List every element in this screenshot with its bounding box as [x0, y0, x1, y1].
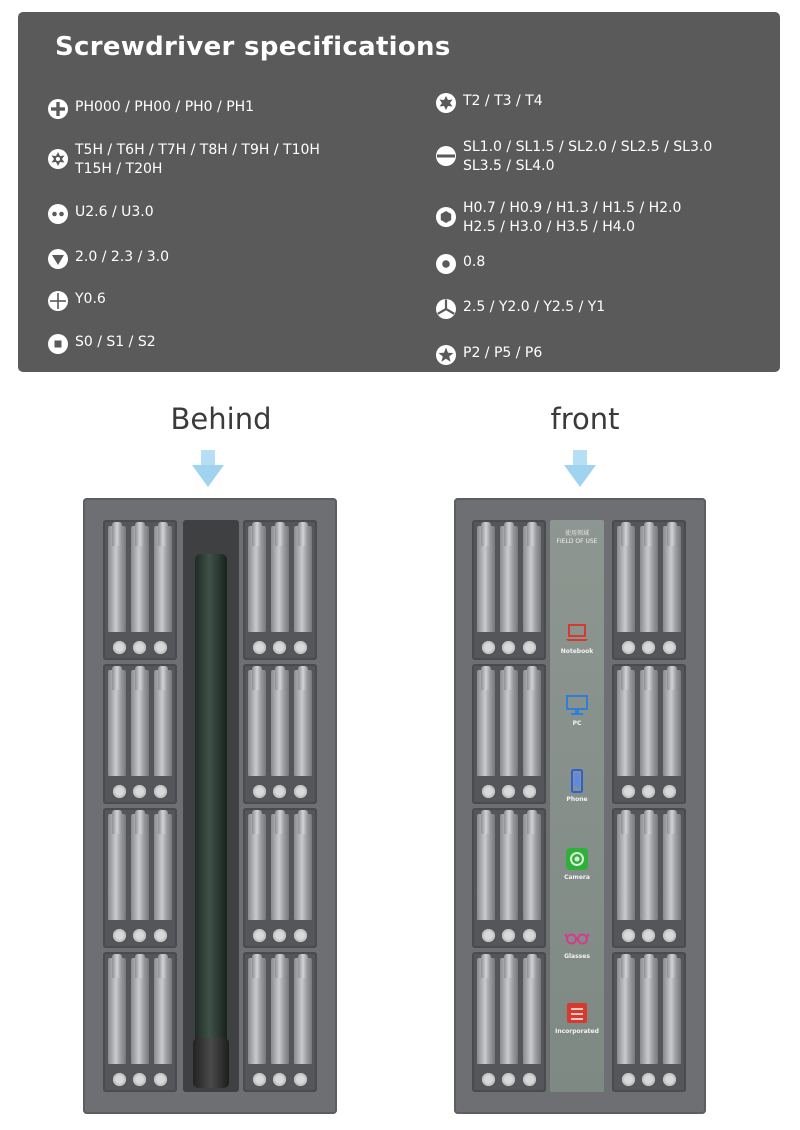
usage-item-notebook	[550, 620, 604, 655]
spec-title: Screwdriver specifications	[55, 32, 451, 62]
glasses-icon	[564, 925, 590, 951]
notebook-icon	[564, 620, 590, 646]
usage-item-camera	[550, 846, 604, 881]
down-arrow-icon	[563, 450, 597, 488]
hex-icon	[435, 206, 457, 228]
screwdriver-handle	[195, 554, 227, 1054]
slotted-icon	[435, 145, 457, 167]
spec-text-line: U2.6 / U3.0	[75, 204, 154, 220]
usage-label: Glasses	[564, 953, 590, 960]
spec-text-line: P2 / P5 / P6	[463, 345, 543, 361]
pc-icon	[564, 692, 590, 718]
usage-label: PC	[572, 720, 582, 727]
spec-text-line: H0.7 / H0.9 / H1.3 / H1.5 / H2.0	[463, 200, 682, 216]
bit-compartment	[243, 952, 317, 1092]
pin-icon	[435, 253, 457, 275]
front-heading: front	[550, 402, 620, 436]
spec-text-line: 2.5 / Y2.0 / Y2.5 / Y1	[463, 299, 606, 315]
bit-compartment	[472, 952, 546, 1092]
tri-wing-icon	[435, 298, 457, 320]
spec-item-slotted	[435, 138, 712, 176]
spec-item-hex	[435, 199, 681, 237]
bit-compartment	[243, 520, 317, 660]
bit-compartment	[472, 664, 546, 804]
usage-item-pc	[550, 692, 604, 727]
bit-compartment	[612, 808, 686, 948]
spec-text-line: H2.5 / H3.0 / H3.5 / H4.0	[463, 219, 636, 235]
bit-compartment	[612, 664, 686, 804]
spec-text-line: 0.8	[463, 254, 486, 270]
torx-hole-icon	[47, 148, 69, 170]
spec-text-line: T15H / T20H	[75, 161, 163, 177]
usage-label: Incorporated	[555, 1028, 599, 1035]
usage-item-phone	[550, 768, 604, 803]
usage-item-incorporated	[550, 1000, 604, 1035]
phone-icon	[564, 768, 590, 794]
bit-compartment	[103, 952, 177, 1092]
spec-text-line: T5H / T6H / T7H / T8H / T9H / T10H	[75, 142, 320, 158]
spec-text-line: SL1.0 / SL1.5 / SL2.0 / SL2.5 / SL3.0	[463, 139, 713, 155]
usage-item-glasses	[550, 925, 604, 960]
usage-header	[557, 530, 598, 546]
spec-item-square	[47, 333, 156, 355]
spec-item-torx-hole	[47, 141, 320, 179]
behind-case	[83, 498, 337, 1114]
bit-compartment	[612, 952, 686, 1092]
handle-slot	[183, 520, 239, 1092]
bit-compartment	[103, 664, 177, 804]
spec-item-phillips	[47, 98, 254, 120]
spec-text-line: S0 / S1 / S2	[75, 334, 156, 350]
bit-compartment	[472, 808, 546, 948]
handle-cap	[193, 1038, 229, 1088]
usage-header-en: FIELD OF USE	[556, 538, 598, 545]
spec-text-line: SL3.5 / SL4.0	[463, 158, 555, 174]
spec-panel	[18, 12, 780, 372]
usage-label: Camera	[564, 874, 590, 881]
front-case	[454, 498, 706, 1114]
spec-text-line: 2.0 / 2.3 / 3.0	[75, 249, 170, 265]
bit-compartment	[243, 808, 317, 948]
torx-icon	[435, 92, 457, 114]
spec-text-line: PH000 / PH00 / PH0 / PH1	[75, 99, 255, 115]
usage-label: Phone	[566, 796, 588, 803]
spec-item-pin	[435, 253, 485, 275]
usage-label: Notebook	[560, 648, 594, 655]
usage-strip	[550, 520, 604, 1092]
bit-compartment	[472, 520, 546, 660]
square-icon	[47, 333, 69, 355]
spec-item-pentalobe	[435, 344, 542, 366]
bit-compartment	[612, 520, 686, 660]
pentalobe-icon	[435, 344, 457, 366]
down-arrow-icon	[191, 450, 225, 488]
u-type-icon	[47, 203, 69, 225]
spec-item-triangle	[47, 248, 169, 270]
triangle-icon	[47, 248, 69, 270]
spec-item-u-type	[47, 203, 154, 225]
spec-item-cross-y	[47, 290, 106, 312]
camera-icon	[564, 846, 590, 872]
spec-text-line: T2 / T3 / T4	[463, 93, 543, 109]
behind-heading: Behind	[170, 402, 272, 436]
spec-text-line: Y0.6	[75, 291, 106, 307]
bit-compartment	[243, 664, 317, 804]
spec-item-torx	[435, 92, 543, 114]
cross-y-icon	[47, 290, 69, 312]
bit-compartment	[103, 520, 177, 660]
usage-header-cn: 使用领域	[564, 530, 589, 537]
spec-item-tri-wing	[435, 298, 605, 320]
phillips-icon	[47, 98, 69, 120]
bit-compartment	[103, 808, 177, 948]
incorporated-icon	[564, 1000, 590, 1026]
